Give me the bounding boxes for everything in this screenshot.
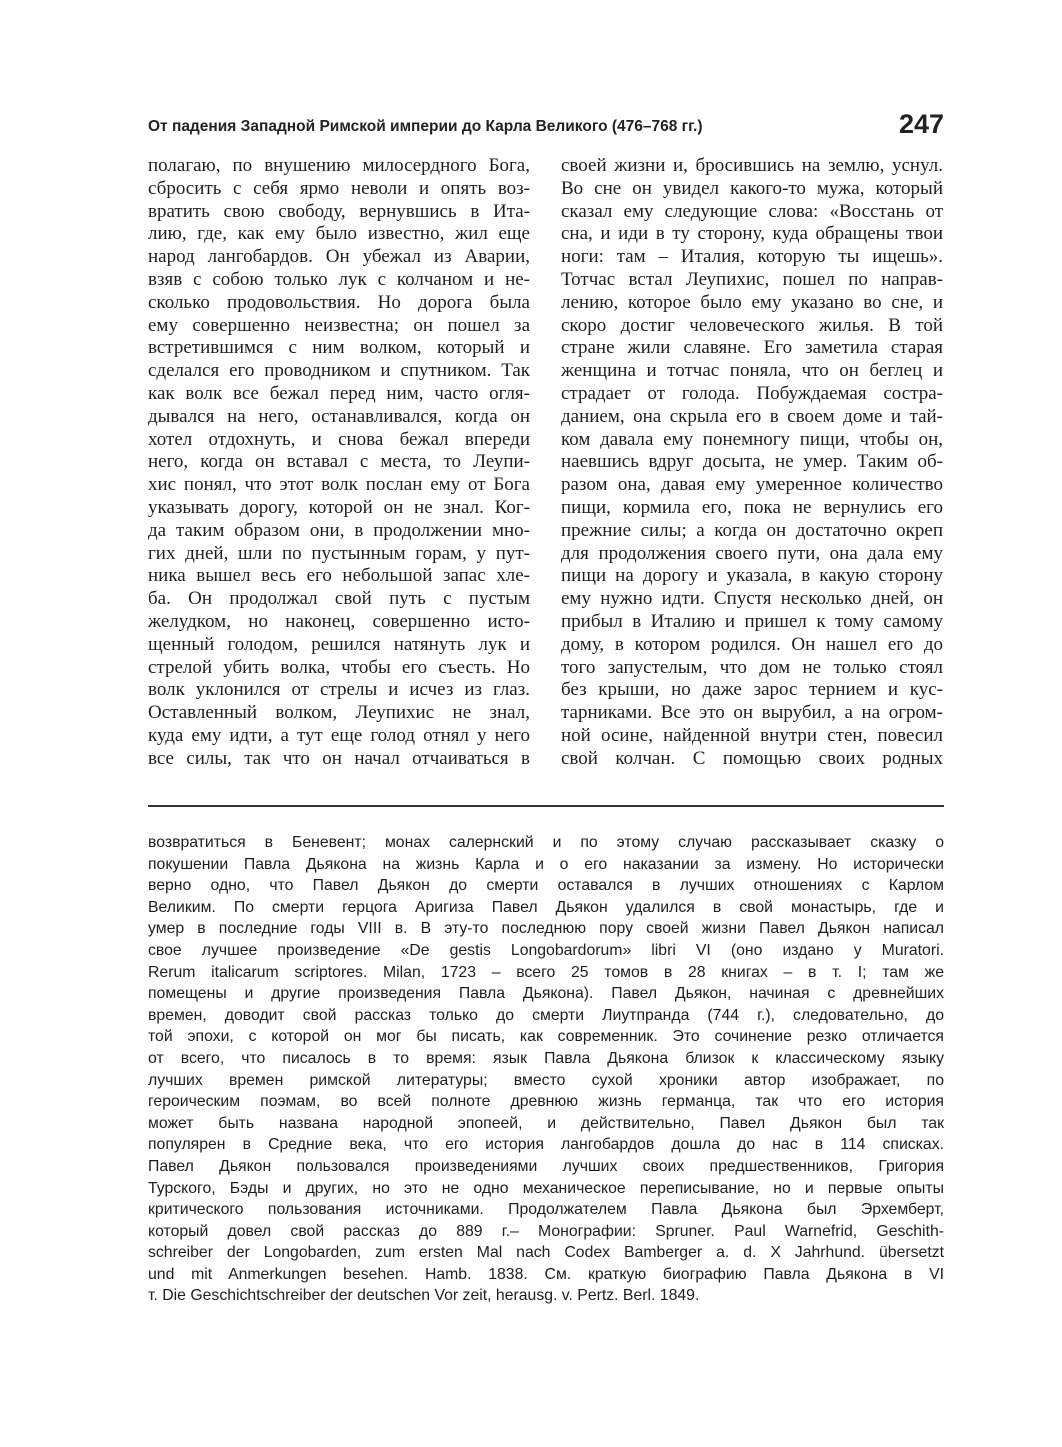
text-line: дому, в котором родился. Он нашел его до — [561, 633, 943, 655]
text-line: Великим. По смерти герцога Аригиза Павел Дьякон удалился в свой монастырь, где и — [148, 898, 944, 916]
text-line: ему нужно идти. Спустя несколько дней, он — [561, 588, 943, 610]
running-title: От падения Западной Римской империи до Карла Великого (476–768 гг.) — [148, 118, 703, 135]
text-line: тарниками. Все это он вырубил, а на огром- — [561, 702, 943, 724]
text-line: который довел свой рассказ до 889 г.– Монографии: Spruner. Paul Warnefrid, Geschith- — [148, 1222, 944, 1240]
text-line: und mit Anmerkungen besehen. Hamb. 1838. См. краткую биографию Павла Дьякона в VI — [148, 1265, 944, 1283]
text-line: желудком, но наконец, совершенно исто- — [148, 610, 530, 632]
text-line: разом она, давая ему умеренное количество — [561, 474, 943, 496]
text-line: ком давала ему понемногу пищи, чтобы он, — [561, 428, 943, 450]
text-line: т. Die Geschichtschreiber der deutschen Vor zeit, herausg. v. Pertz. Berl. 1849. — [148, 1287, 700, 1305]
text-line: гих дней, шли по пустынным горам, у пут- — [148, 542, 530, 564]
left-text-column — [148, 155, 530, 771]
footnote-separator-rule — [148, 805, 944, 807]
text-line: хис понял, что этот волк послан ему от Бога — [148, 474, 530, 496]
text-line: данием, она скрыла его в своем доме и тай- — [561, 405, 943, 427]
text-line: сказал ему следующие слова: «Восстань от — [561, 200, 943, 222]
text-line: Тотчас встал Леупихис, пошел по направ- — [561, 268, 943, 290]
text-line: свое лучшее произведение «De gestis Longobardorum» libri VI (оно издано у Muratori. — [148, 941, 944, 959]
text-line: лию, где, как ему было известно, жил еще — [148, 223, 530, 245]
text-line: верно одно, что Павел Дьякон до смерти оставался в лучших отношениях с Карлом — [148, 877, 944, 895]
text-line: Оставленный волком, Леупихис не знал, — [148, 702, 530, 724]
text-line: скоро достиг человеческого жилья. В той — [561, 314, 943, 336]
text-line: ника вышел весь его небольшой запас хле- — [148, 565, 530, 587]
text-line: стрелой убить волка, чтобы его съесть. Но — [148, 656, 530, 678]
footnote-text — [148, 832, 944, 1307]
text-line: возвратиться в Беневент; монах салернский и по этому случаю рассказывает сказку о — [148, 834, 944, 851]
text-line: помещены и другие произведения Павла Дьякона). Павел Дьякон, начиная с древнейших — [148, 985, 944, 1003]
text-line: наевшись вдруг досыта, не умер. Таким об- — [561, 451, 943, 473]
text-line: народ лангобардов. Он убежал из Аварии, — [148, 246, 530, 268]
text-line: пищи на дорогу и указала, в какую сторону — [561, 565, 943, 587]
text-line: щенный голодом, решился натянуть лук и — [148, 633, 530, 655]
text-line: стране жили славяне. Его заметила старая — [561, 337, 943, 359]
text-line: того запустелым, что дом не только стоял — [561, 656, 943, 678]
text-line: свой колчан. С помощью своих родных — [561, 747, 943, 769]
text-line: куда ему идти, а тут еще голод отнял у него — [148, 724, 530, 746]
text-line: прежние силы; а когда он достаточно окреп — [561, 519, 943, 541]
text-line: указывать дорогу, которой он не знал. Ког- — [148, 496, 530, 518]
text-line: прибыл в Италию и пришел к тому самому — [561, 610, 943, 632]
text-line: без крыши, но даже зарос терниeм и кус- — [561, 679, 943, 701]
page-header — [148, 109, 944, 142]
text-line: лению, которое было ему указано во сне, и — [561, 291, 943, 313]
text-line: для продолжения своего пути, она дала ему — [561, 542, 943, 564]
text-line: Павел Дьякон пользовался произведениями лучших своих предшественников, Григория — [148, 1157, 944, 1175]
text-line: критического пользования источниками. Продолжателем Павла Дьякона был Эрхемберт, — [148, 1201, 944, 1219]
text-line: сбросить с себя ярмо неволи и опять воз- — [148, 177, 530, 199]
text-line: взяв с собою только лук с колчаном и не- — [148, 268, 530, 290]
text-line: да таким образом они, в продолжении мно- — [148, 519, 530, 541]
text-line: волк уклонился от стрелы и исчез из глаз. — [148, 679, 530, 701]
text-line: schreiber der Longobarden, zum ersten Mal nach Codex Bamberger a. d. X Jahrhund. übersetzt — [148, 1244, 944, 1262]
text-line: Во сне он увидел какого-то мужа, который — [561, 177, 943, 199]
text-line: Rerum italicarum scriptores. Milan, 1723 – всего 25 томов в 28 книгах – в т. I; там же — [148, 963, 944, 981]
text-line: все силы, так что он начал отчаиваться в — [148, 747, 530, 769]
text-line: лучших времен римской литературы; вместо сухой хроники автор изображает, по — [148, 1071, 944, 1089]
text-line: хотел отдохнуть, и снова бежал впереди — [148, 428, 530, 450]
text-line: сделался его проводником и спутником. Так — [148, 360, 530, 382]
text-line: полагаю, по внушению милосердного Бога, — [148, 155, 530, 176]
text-line: времен, доводит свой рассказ только до смерти Лиутпранда (744 г.), следовательно, до — [148, 1006, 944, 1024]
text-line: вратить свою свободу, вернувшись в Ита- — [148, 200, 530, 222]
text-line: дывался на него, останавливался, когда он — [148, 405, 530, 427]
text-line: него, когда он вставал с места, то Леупи- — [148, 451, 530, 473]
text-line: женщина и тотчас поняла, что он беглец и — [561, 360, 943, 382]
text-line: сколько продовольствия. Но дорога была — [148, 291, 530, 313]
right-text-column — [561, 155, 943, 771]
text-line: как волк все бежал перед ним, часто огля- — [148, 382, 530, 404]
text-line: от всего, что писалось в то время: язык Павла Дьякона близок к классическому языку — [148, 1049, 944, 1067]
text-line: может быть названа народной эпопеей, и действительно, Павел Дьякон был так — [148, 1114, 944, 1132]
text-line: той эпохи, с которой он мог бы писать, как современник. Это сочинение резко отличается — [148, 1028, 944, 1046]
text-line: популярен в Средние века, что его история лангобардов дошла до нас в 114 списках. — [148, 1136, 944, 1154]
text-line: страдает от голода. Побуждаемая состра- — [561, 382, 943, 404]
text-line: героическим поэмам, во всей полноте древнюю жизнь германца, так что его история — [148, 1093, 944, 1111]
text-line: ной осине, найденной внутри стен, повесил — [561, 724, 943, 746]
text-line: встретившимся с ним волком, который и — [148, 337, 530, 359]
text-line: пищи, кормила его, пока не вернулись его — [561, 496, 943, 518]
text-line: ему совершенно неизвестна; он пошел за — [148, 314, 530, 336]
text-line: ноги: там – Италия, которую ты ищешь». — [561, 246, 943, 268]
text-line: умер в последние годы VIII в. В эту-то последнюю пору своей жизни Павел Дьякон написал — [148, 920, 944, 938]
text-line: покушении Павла Дьякона на жизнь Карла и о его наказании за измену. Но исторически — [148, 855, 944, 873]
text-line: Турского, Бэды и других, но это не одно механическое переписывание, но и первые опыты — [148, 1179, 944, 1197]
page-number: 247 — [898, 109, 944, 139]
text-line: своей жизни и, бросившись на землю, уснул. — [561, 155, 943, 176]
text-line: сна, и иди в ту сторону, куда обращены твои — [561, 223, 943, 245]
text-line: ба. Он продолжал свой путь с пустым — [148, 588, 530, 610]
